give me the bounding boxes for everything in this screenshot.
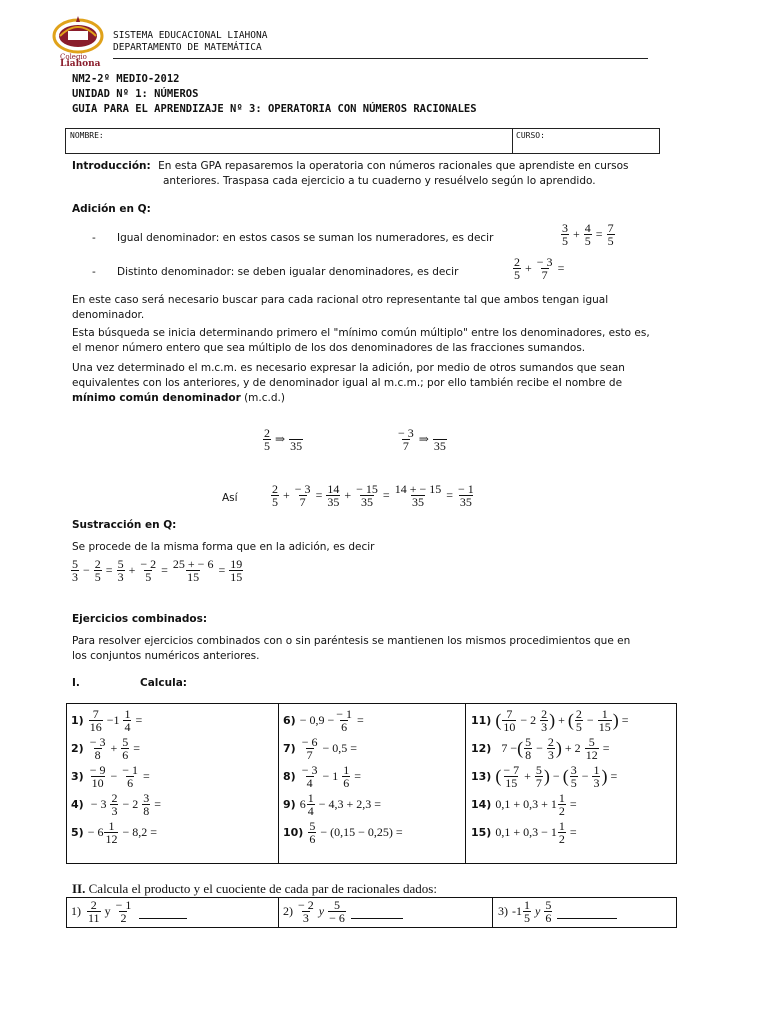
logo-emblem-icon <box>50 14 106 54</box>
equation-subtraction: $\frac{5}{3}$ − $\frac{2}{5}$ = $\frac{5}{3}$ + $\frac{- 2}{5}$ = $\frac{25 + - 6}{15}$ = $\frac{19}{15}$ <box>72 557 243 584</box>
pair-3-and: y <box>535 904 541 918</box>
para1-line2: denominador. <box>72 309 145 321</box>
exercise-number: 13) <box>471 769 492 783</box>
exercise-5-part-a: − 6 <box>87 824 104 839</box>
exercise-number: 10) <box>283 825 304 839</box>
pair-number: 3) <box>498 904 508 918</box>
mcd-abbrev: (m.c.d.) <box>240 392 285 404</box>
combined-text1: Para resolver ejercicios combinados con o sin paréntesis se mantienen los mismos procedimientos que en <box>72 635 631 647</box>
exercise-number: 14) <box>471 797 492 811</box>
addition-heading: Adición en Q: <box>72 203 151 215</box>
exercise-number: 7) <box>283 741 296 755</box>
exercise-11: 11) ( $\frac{7}{10}$ − 2 $\frac{2}{3}$ ) + ( $\frac{2}{5}$ − $\frac{1}{15}$ ) = <box>471 706 629 734</box>
exercise-10: 10) $\frac{5}{6}$ − (0,15 − 0,25) = <box>283 818 403 846</box>
section2-numeral: II. <box>72 881 86 896</box>
equation-asi: $\frac{2}{5}$ + $\frac{- 3}{7}$ = $\frac{14}{35}$ + $\frac{- 15}{35}$ = $\frac{14 + - 15}{35}$ = $\frac{- 1}{35}$ <box>272 482 474 509</box>
combined-heading: Ejercicios combinados: <box>72 613 208 625</box>
school-name: SISTEMA EDUCACIONAL LIAHONA <box>113 30 268 41</box>
section1-title: Calcula: <box>140 677 187 689</box>
pair-3: 3) -1 $\frac{1}{5}$ y $\frac{5}{6}$ <box>498 899 617 924</box>
para2-line1: Esta búsqueda se inicia determinando primero el "mínimo común múltiplo" entre los denominadores, esto es, <box>72 327 650 339</box>
equivalence-neg3-7: $\frac{- 3}{7}$ ⇒ 35 <box>398 426 446 453</box>
addition-bullet2: Distinto denominador: se deben igualar denominadores, es decir <box>117 266 459 278</box>
exercise-number: 15) <box>471 825 492 839</box>
section1-numeral: I. <box>72 677 80 689</box>
exercise-number: 5) <box>71 825 84 839</box>
student-info-box <box>65 128 660 154</box>
school-logo <box>50 14 106 70</box>
header <box>113 30 267 54</box>
section2-heading <box>72 881 437 897</box>
exercise-15: 15) 0,1 + 0,3 − 1 $\frac{1}{2}$ = <box>471 818 577 846</box>
exercise-number: 6) <box>283 713 296 727</box>
pair-1-and: y <box>104 904 111 918</box>
pair-2-and: y <box>318 904 325 918</box>
pair-3-whole: -1 <box>512 904 522 918</box>
exercise-3: 3) $\frac{- 9}{10}$ − $\frac{- 1}{6}$ = <box>71 762 150 790</box>
equivalence-2-5: $\frac{2}{5}$ ⇒ 35 <box>264 426 303 453</box>
exercise-12: 12) 7 − ( $\frac{5}{8}$ − $\frac{2}{3}$ ) + 2 $\frac{5}{12}$ = <box>471 734 610 762</box>
exercise-4: 4) − 3 $\frac{2}{3}$ − 2 $\frac{3}{8}$ = <box>71 790 162 818</box>
asi-label: Así <box>222 492 238 504</box>
department-name: DEPARTAMENTO DE MATEMÁTICA <box>113 42 262 53</box>
exercise-number: 3) <box>71 769 84 783</box>
mcd-term: mínimo común denominador <box>72 392 241 404</box>
name-label: NOMBRE: <box>70 131 104 140</box>
exercise-number: 9) <box>283 797 296 811</box>
exercise-number: 11) <box>471 713 492 727</box>
exercise-number: 1) <box>71 713 84 727</box>
pairs-table <box>66 897 677 928</box>
equation-same-denominator: $\frac{3}{5}$ + $\frac{4}{5}$ = $\frac{7}{5}$ <box>562 221 614 248</box>
exercise-number: 4) <box>71 797 84 811</box>
titles <box>72 72 477 117</box>
exercise-number: 12) <box>471 741 492 755</box>
para3-line1: Una vez determinado el m.c.m. es necesario expresar la adición, por medio de otros sumandos que sean <box>72 362 625 374</box>
pair-number: 1) <box>71 904 81 918</box>
exercise-13: 13) ( $\frac{- 7}{15}$ + $\frac{5}{7}$ ) − ( $\frac{3}{5}$ − $\frac{1}{3}$ ) = <box>471 762 618 790</box>
guide-title: GUIA PARA EL APRENDIZAJE Nº 3: OPERATORIA CON NÚMEROS RACIONALES <box>72 103 477 115</box>
level-title: NM2-2º MEDIO-2012 <box>72 73 180 85</box>
exercise-7-part-b: − 0,5 = <box>322 740 358 755</box>
combined-text2: los conjuntos numéricos anteriores. <box>72 650 260 662</box>
pair-2: 2) $\frac{- 2}{3}$ y $\frac{5}{- 6}$ <box>283 899 403 924</box>
exercise-column-2 <box>283 706 406 846</box>
exercise-9: 9) 6 $\frac{1}{4}$ − 4,3 + 2,3 = <box>283 790 381 818</box>
exercise-9-part-b: − 4,3 + 2,3 = <box>318 796 381 811</box>
exercise-column-1 <box>71 706 164 846</box>
intro-text2: anteriores. Traspasa cada ejercicio a tu cuaderno y resuélvelo según lo aprendido. <box>163 175 596 187</box>
unit-title: UNIDAD Nº 1: NÚMEROS <box>72 88 199 100</box>
para3-line2: equivalentes con los anteriores, y de denominador igual al m.c.m.; por ello también recibe el nombre de <box>72 377 623 389</box>
equation-diff-denominator: $\frac{2}{5}$ + $\frac{- 3}{7}$ = <box>514 255 565 282</box>
addition-paragraph3 <box>72 361 712 406</box>
combined-text <box>72 634 712 664</box>
exercise-1: 1) $\frac{7}{16}$ −1 $\frac{1}{4}$ = <box>71 706 143 734</box>
exercise-14: 14) 0,1 + 0,3 + 1 $\frac{1}{2}$ = <box>471 790 577 818</box>
pair-1: 1) $\frac{2}{11}$ y $\frac{- 1}{2}$ <box>71 899 187 924</box>
exercise-10-part-b: − (0,15 − 0,25) = <box>320 824 403 839</box>
name-field[interactable] <box>66 129 513 153</box>
addition-paragraph1 <box>72 293 712 323</box>
para2-line2: el menor número entero que sea múltiplo de los dos denominadores de las fracciones sumandos. <box>72 342 586 354</box>
addition-bullet1: Igual denominador: en estos casos se suman los numeradores, es decir <box>117 232 494 244</box>
logo-text-liahona: Liahona <box>60 59 101 69</box>
answer-line[interactable] <box>557 904 617 919</box>
para3-line3 <box>72 391 712 406</box>
exercise-number: 8) <box>283 769 296 783</box>
exercise-8: 8) $\frac{- 3}{4}$ − 1 $\frac{1}{6}$ = <box>283 762 362 790</box>
bullet-dash-2: - <box>92 266 96 278</box>
exercise-grid <box>66 703 677 864</box>
exercise-7: 7) $\frac{- 6}{7}$ − 0,5 = <box>283 734 358 762</box>
logo-text-colegio: Colegio <box>60 53 87 61</box>
intro-line1 <box>72 159 629 174</box>
intro-label: Introducción: <box>72 160 151 172</box>
subtraction-text: Se procede de la misma forma que en la adición, es decir <box>72 541 375 553</box>
header-divider <box>113 58 648 59</box>
exercise-6: 6) − 0,9 − $\frac{- 1}{6}$ = <box>283 706 364 734</box>
intro-text1: En esta GPA repasaremos la operatoria con números racionales que aprendiste en cursos <box>158 160 629 172</box>
addition-paragraph2 <box>72 326 712 356</box>
exercise-5: 5) − 6 $\frac{1}{12}$ − 8,2 = <box>71 818 158 846</box>
exercise-15-expression: 0,1 + 0,3 − 1 <box>495 824 557 839</box>
para1-line1: En este caso será necesario buscar para cada racional otro representante tal que ambos tengan igual <box>72 294 609 306</box>
answer-line[interactable] <box>139 904 187 919</box>
course-field[interactable] <box>513 129 659 153</box>
exercise-5-part-b: − 8,2 = <box>122 824 158 839</box>
exercise-column-3 <box>471 706 631 846</box>
subtraction-heading: Sustracción en Q: <box>72 519 177 531</box>
exercise-6-part-a: − 0,9 − <box>299 712 335 727</box>
answer-line[interactable] <box>351 904 403 919</box>
exercise-number: 2) <box>71 741 84 755</box>
section2-title: Calcula el producto y el cuociente de cada par de racionales dados: <box>88 881 437 896</box>
bullet-dash-1: - <box>92 232 96 244</box>
exercise-2: 2) $\frac{- 3}{8}$ + $\frac{5}{6}$ = <box>71 734 141 762</box>
pair-number: 2) <box>283 904 293 918</box>
course-label: CURSO: <box>516 131 545 140</box>
exercise-14-expression: 0,1 + 0,3 + 1 <box>495 796 557 811</box>
